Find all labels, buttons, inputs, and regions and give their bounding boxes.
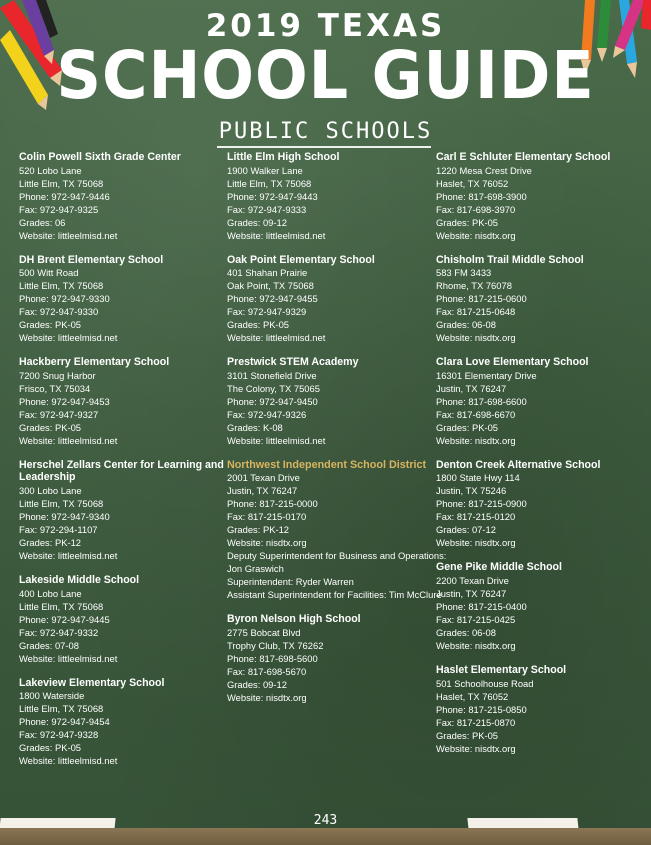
school-entry — [19, 254, 224, 345]
school-website: Website: nisdtx.org — [436, 537, 516, 549]
school-name: Little Elm High School — [227, 151, 340, 163]
school-fax: Fax: 817-698-5670 — [227, 665, 307, 677]
school-name: Clara Love Elementary School — [436, 356, 589, 369]
school-website: Website: littleelmisd.net — [227, 229, 326, 241]
school-website: Website: littleelmisd.net — [19, 332, 118, 344]
school-website: Website: nisdtx.org — [227, 691, 307, 703]
school-detail-line: 2001 Texan Drive — [227, 472, 300, 484]
school-fax: Fax: 972-947-9325 — [19, 203, 99, 215]
school-name: Chisholm Trail Middle School — [436, 253, 584, 266]
school-detail-line: 7200 Snug Harbor — [19, 369, 96, 381]
school-phone: Phone: 817-215-0000 — [227, 498, 318, 510]
school-detail-line: Frisco, TX 75034 — [19, 382, 91, 394]
school-grades: Grades: PK-05 — [436, 216, 499, 228]
school-detail-line: Little Elm, TX 75068 — [19, 703, 104, 715]
school-fax: Fax: 817-698-6670 — [436, 408, 516, 420]
school-grades: Grades: 07-12 — [436, 524, 496, 536]
school-website: Website: nisdtx.org — [436, 742, 516, 754]
school-name: Haslet Elementary School — [436, 663, 567, 676]
school-entry — [227, 356, 432, 447]
school-grades: Grades: PK-05 — [436, 421, 499, 433]
school-grades: Grades: 07-08 — [19, 639, 79, 651]
school-detail-line: Haslet, TX 76052 — [436, 690, 509, 702]
chalkboard-ledge — [0, 828, 651, 845]
school-name: DH Brent Elementary School — [19, 253, 164, 266]
school-phone: Phone: 972-947-9455 — [227, 293, 318, 305]
school-grades: Grades: 09-12 — [227, 216, 287, 228]
school-fax: Fax: 972-947-9333 — [227, 203, 307, 215]
school-grades: Grades: 09-12 — [227, 678, 287, 690]
school-fax: Fax: 972-947-9327 — [19, 408, 99, 420]
school-phone: Phone: 972-947-9443 — [227, 190, 318, 202]
page-number: 243 — [313, 813, 338, 828]
school-phone: Phone: 972-947-9453 — [19, 395, 110, 407]
school-website: Website: littleelmisd.net — [19, 434, 118, 446]
school-detail-line: Justin, TX 76247 — [227, 485, 298, 497]
school-column-1 — [19, 151, 224, 779]
school-fax: Fax: 972-947-9326 — [227, 408, 307, 420]
school-detail-line: Haslet, TX 76052 — [436, 177, 509, 189]
school-website: Website: littleelmisd.net — [227, 332, 326, 344]
school-detail-line: Deputy Superintendent for Business and Operations: — [227, 550, 447, 562]
school-entry — [436, 561, 641, 652]
school-name: Denton Creek Alternative School — [436, 458, 601, 471]
school-grades: Grades: PK-05 — [227, 319, 290, 331]
school-fax: Fax: 972-947-9330 — [19, 306, 99, 318]
school-phone: Phone: 972-947-9450 — [227, 395, 318, 407]
school-detail-line: Assistant Superintendent for Facilities: Tim McClure — [227, 589, 442, 601]
school-phone: Phone: 817-698-3900 — [436, 190, 527, 202]
school-detail-line: Little Elm, TX 75068 — [227, 177, 312, 189]
school-name: Gene Pike Middle School — [436, 561, 562, 574]
school-detail-line: Little Elm, TX 75068 — [19, 177, 104, 189]
school-fax: Fax: 817-215-0648 — [436, 306, 516, 318]
school-detail-line: Trophy Club, TX 76262 — [227, 639, 324, 651]
school-grades: Grades: PK-12 — [19, 536, 82, 548]
school-fax: Fax: 817-215-0120 — [436, 511, 516, 523]
school-phone: Phone: 972-947-9446 — [19, 190, 110, 202]
school-entry — [436, 664, 641, 755]
subtitle-underline — [217, 146, 431, 148]
school-name: Oak Point Elementary School — [227, 253, 375, 266]
school-name: Herschel Zellars Center for Learning and Leadership — [19, 458, 224, 484]
school-fax: Fax: 817-698-3970 — [436, 203, 516, 215]
school-fax: Fax: 817-215-0170 — [227, 511, 307, 523]
school-entry — [227, 254, 432, 345]
school-phone: Phone: 972-947-9445 — [19, 613, 110, 625]
school-name: Hackberry Elementary School — [19, 356, 170, 369]
school-detail-line: 500 Witt Road — [19, 267, 79, 279]
school-grades: Grades: K-08 — [227, 421, 283, 433]
school-entry — [436, 151, 641, 242]
school-website: Website: nisdtx.org — [436, 332, 516, 344]
guide-year-title: 2019 TEXAS — [205, 8, 446, 44]
school-detail-line: Little Elm, TX 75068 — [19, 280, 104, 292]
school-detail-line: 1220 Mesa Crest Drive — [436, 164, 532, 176]
school-website: Website: littleelmisd.net — [19, 652, 118, 664]
school-website: Website: nisdtx.org — [436, 229, 516, 241]
school-detail-line: 1900 Walker Lane — [227, 164, 303, 176]
school-phone: Phone: 972-947-9454 — [19, 716, 110, 728]
school-entry — [19, 574, 224, 665]
school-phone: Phone: 817-215-0850 — [436, 703, 527, 715]
school-grades: Grades: 06-08 — [436, 626, 496, 638]
school-detail-line: 3101 Stonefield Drive — [227, 369, 317, 381]
school-name: Lakeside Middle School — [19, 573, 140, 586]
school-phone: Phone: 972-947-9340 — [19, 510, 110, 522]
school-entry — [436, 356, 641, 447]
guide-main-title: SCHOOL GUIDE — [56, 37, 595, 114]
school-website: Website: littleelmisd.net — [19, 229, 118, 241]
school-website: Website: littleelmisd.net — [227, 434, 326, 446]
school-detail-line: 1800 State Hwy 114 — [436, 472, 520, 484]
school-detail-line: 520 Lobo Lane — [19, 164, 82, 176]
school-website: Website: nisdtx.org — [227, 537, 307, 549]
school-entry — [436, 459, 641, 550]
school-phone: Phone: 817-215-0600 — [436, 293, 527, 305]
school-name: Carl E Schluter Elementary School — [436, 151, 611, 163]
district-name: Northwest Independent School District — [227, 458, 427, 471]
school-detail-line: 400 Lobo Lane — [19, 587, 82, 599]
school-detail-line: Superintendent: Ryder Warren — [227, 576, 354, 588]
school-detail-line: Rhome, TX 76078 — [436, 280, 512, 292]
school-website: Website: littleelmisd.net — [19, 755, 118, 767]
school-detail-line: Little Elm, TX 75068 — [19, 497, 104, 509]
school-detail-line: 401 Shahan Prairie — [227, 267, 308, 279]
school-entry — [227, 613, 432, 704]
school-grades: Grades: PK-05 — [436, 729, 499, 741]
school-entry — [227, 151, 432, 242]
section-subtitle: PUBLIC SCHOOLS — [218, 119, 433, 144]
school-detail-line: Justin, TX 75246 — [436, 485, 507, 497]
school-column-2 — [227, 151, 447, 716]
school-name: Prestwick STEM Academy — [227, 356, 359, 369]
school-name: Colin Powell Sixth Grade Center — [19, 151, 181, 163]
school-detail-line: Little Elm, TX 75068 — [19, 600, 104, 612]
school-fax: Fax: 817-215-0870 — [436, 716, 516, 728]
school-grades: Grades: PK-12 — [227, 524, 290, 536]
school-detail-line: 16301 Elementary Drive — [436, 369, 537, 381]
school-fax: Fax: 817-215-0425 — [436, 613, 516, 625]
school-entry — [19, 151, 224, 242]
school-entry — [436, 254, 641, 345]
school-detail-line: Justin, TX 76247 — [436, 587, 507, 599]
school-name: Byron Nelson High School — [227, 613, 361, 626]
school-grades: Grades: 06-08 — [436, 319, 496, 331]
school-grades: Grades: PK-05 — [19, 742, 82, 754]
school-website: Website: nisdtx.org — [436, 434, 516, 446]
school-grades: Grades: 06 — [19, 216, 66, 228]
school-grades: Grades: PK-05 — [19, 319, 82, 331]
school-detail-line: Justin, TX 76247 — [436, 382, 507, 394]
school-phone: Phone: 817-215-0900 — [436, 498, 527, 510]
school-detail-line: 300 Lobo Lane — [19, 484, 82, 496]
school-detail-line: The Colony, TX 75065 — [227, 382, 320, 394]
school-entry — [19, 356, 224, 447]
school-website: Website: nisdtx.org — [436, 639, 516, 651]
school-fax: Fax: 972-947-9329 — [227, 306, 307, 318]
school-detail-line: 2775 Bobcat Blvd — [227, 626, 301, 638]
school-phone: Phone: 817-215-0400 — [436, 600, 527, 612]
school-name: Lakeview Elementary School — [19, 676, 165, 689]
school-fax: Fax: 972-294-1107 — [19, 523, 98, 535]
school-detail-line: 583 FM 3433 — [436, 267, 492, 279]
school-fax: Fax: 972-947-9332 — [19, 626, 99, 638]
school-phone: Phone: 972-947-9330 — [19, 293, 110, 305]
school-grades: Grades: PK-05 — [19, 421, 82, 433]
school-detail-line: 2200 Texan Drive — [436, 574, 509, 586]
school-phone: Phone: 817-698-5600 — [227, 652, 318, 664]
school-detail-line: 501 Schoolhouse Road — [436, 677, 534, 689]
school-entry — [19, 677, 224, 768]
school-detail-line: Jon Graswich — [227, 563, 284, 575]
school-phone: Phone: 817-698-6600 — [436, 395, 527, 407]
school-website: Website: littleelmisd.net — [19, 549, 118, 561]
school-detail-line: Oak Point, TX 75068 — [227, 280, 314, 292]
school-entry — [19, 459, 224, 562]
school-fax: Fax: 972-947-9328 — [19, 729, 99, 741]
school-column-3 — [436, 151, 641, 767]
school-detail-line: 1800 Waterside — [19, 690, 85, 702]
school-entry — [227, 458, 447, 602]
